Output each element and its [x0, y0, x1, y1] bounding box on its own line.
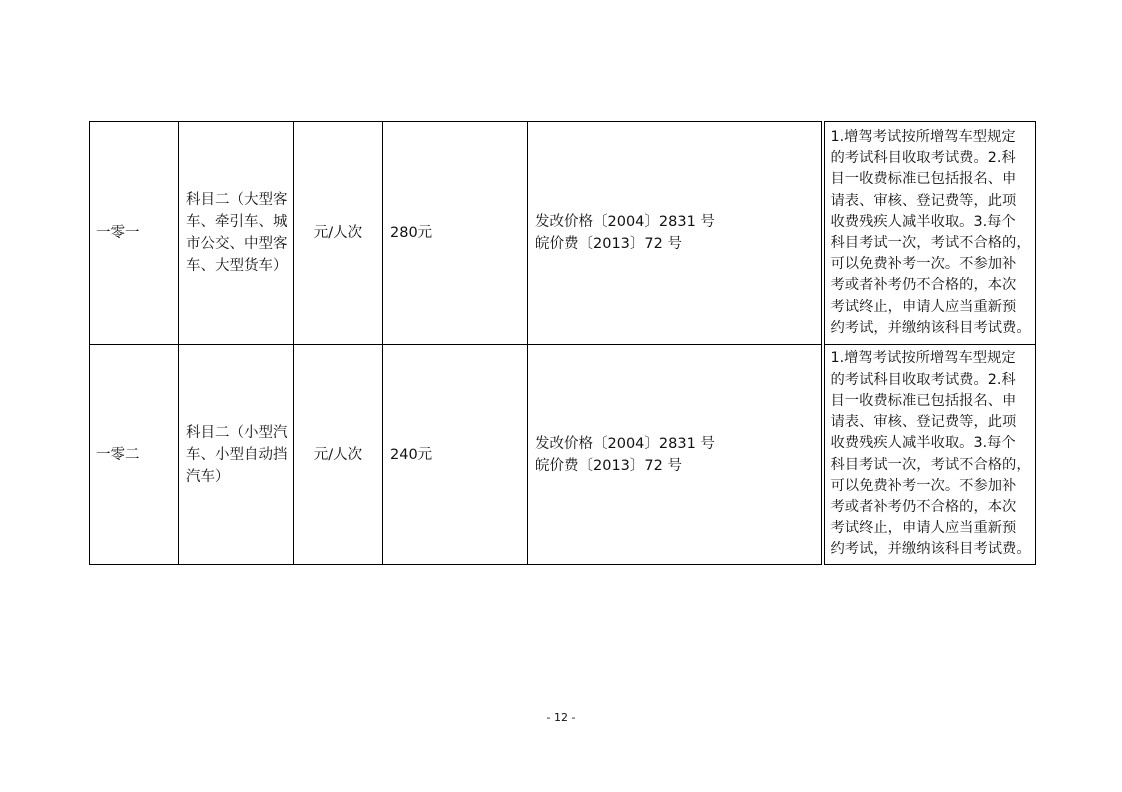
unit-cell — [294, 345, 383, 565]
item-code-cell — [90, 122, 179, 345]
note-line: 收费残疾人减半收取。3.每个 — [830, 213, 1016, 230]
subject-cell — [179, 345, 294, 565]
subject-line: 市公交、中型客 — [186, 236, 288, 252]
subject-cell — [179, 122, 294, 345]
subject-line: 科目二（小型汽 — [186, 424, 288, 441]
item-code: 一零一 — [96, 225, 140, 241]
unit: 元/人次 — [313, 225, 363, 241]
note-line: 约考试，并缴纳该科目考试费。 — [830, 319, 1031, 336]
note-line: 科目考试一次，考试不合格的， — [830, 235, 1031, 251]
note-line: 的考试科目收取考试费。2.科 — [830, 150, 1016, 167]
note-line: 收费残疾人减半收取。3.每个 — [830, 435, 1016, 452]
basis-cell — [528, 122, 823, 345]
basis-line: 皖价费〔2013〕72 号 — [535, 457, 682, 474]
basis-line: 发改价格〔2004〕2831 号 — [535, 435, 715, 452]
note-line: 可以免费补考一次。不参加补 — [830, 477, 1017, 494]
note-line: 可以免费补考一次。不参加补 — [830, 256, 1017, 273]
note-line: 请表、审核、登记费等，此项 — [830, 414, 1017, 431]
price-cell — [383, 345, 528, 565]
note-cell — [823, 345, 1036, 565]
note-line: 1.增驾考试按所增驾车型规定 — [830, 128, 1016, 145]
fee-table — [89, 121, 1036, 565]
note-line: 约考试，并缴纳该科目考试费。 — [830, 541, 1031, 558]
unit: 元/人次 — [313, 446, 363, 463]
basis-line: 皖价费〔2013〕72 号 — [535, 236, 682, 252]
price-cell — [383, 122, 528, 345]
note-line: 请表、审核、登记费等，此项 — [830, 192, 1017, 209]
subject-line: 车、小型自动挡 — [186, 446, 288, 463]
note-line: 考试终止，申请人应当重新预 — [830, 298, 1017, 315]
note-line: 考试终止，申请人应当重新预 — [830, 520, 1017, 537]
basis-line: 发改价格〔2004〕2831 号 — [535, 214, 715, 230]
note-line: 考或者补考仍不合格的，本次 — [830, 498, 1017, 515]
item-code-cell — [90, 345, 179, 565]
price: 280元 — [390, 225, 433, 241]
unit-cell — [294, 122, 383, 345]
subject-line: 车、大型货车） — [186, 258, 288, 274]
note-line: 1.增驾考试按所增驾车型规定 — [830, 350, 1016, 367]
page-number: - 12 - — [546, 711, 576, 724]
subject-line: 车、牵引车、城 — [186, 214, 288, 230]
subject-line: 汽车） — [186, 468, 230, 485]
item-code: 一零二 — [96, 446, 140, 463]
note-line: 目一收费标准已包括报名、申 — [830, 171, 1017, 188]
basis-cell — [528, 345, 823, 565]
note-cell — [823, 122, 1036, 345]
table-row — [90, 122, 1036, 345]
note-line: 目一收费标准已包括报名、申 — [830, 392, 1017, 409]
note-line: 考或者补考仍不合格的，本次 — [830, 277, 1017, 294]
note-line: 的考试科目收取考试费。2.科 — [830, 371, 1016, 388]
subject-line: 科目二（大型客 — [186, 192, 288, 208]
price: 240元 — [390, 446, 433, 463]
note-line: 科目考试一次，考试不合格的， — [830, 456, 1031, 473]
table-row — [90, 345, 1036, 565]
